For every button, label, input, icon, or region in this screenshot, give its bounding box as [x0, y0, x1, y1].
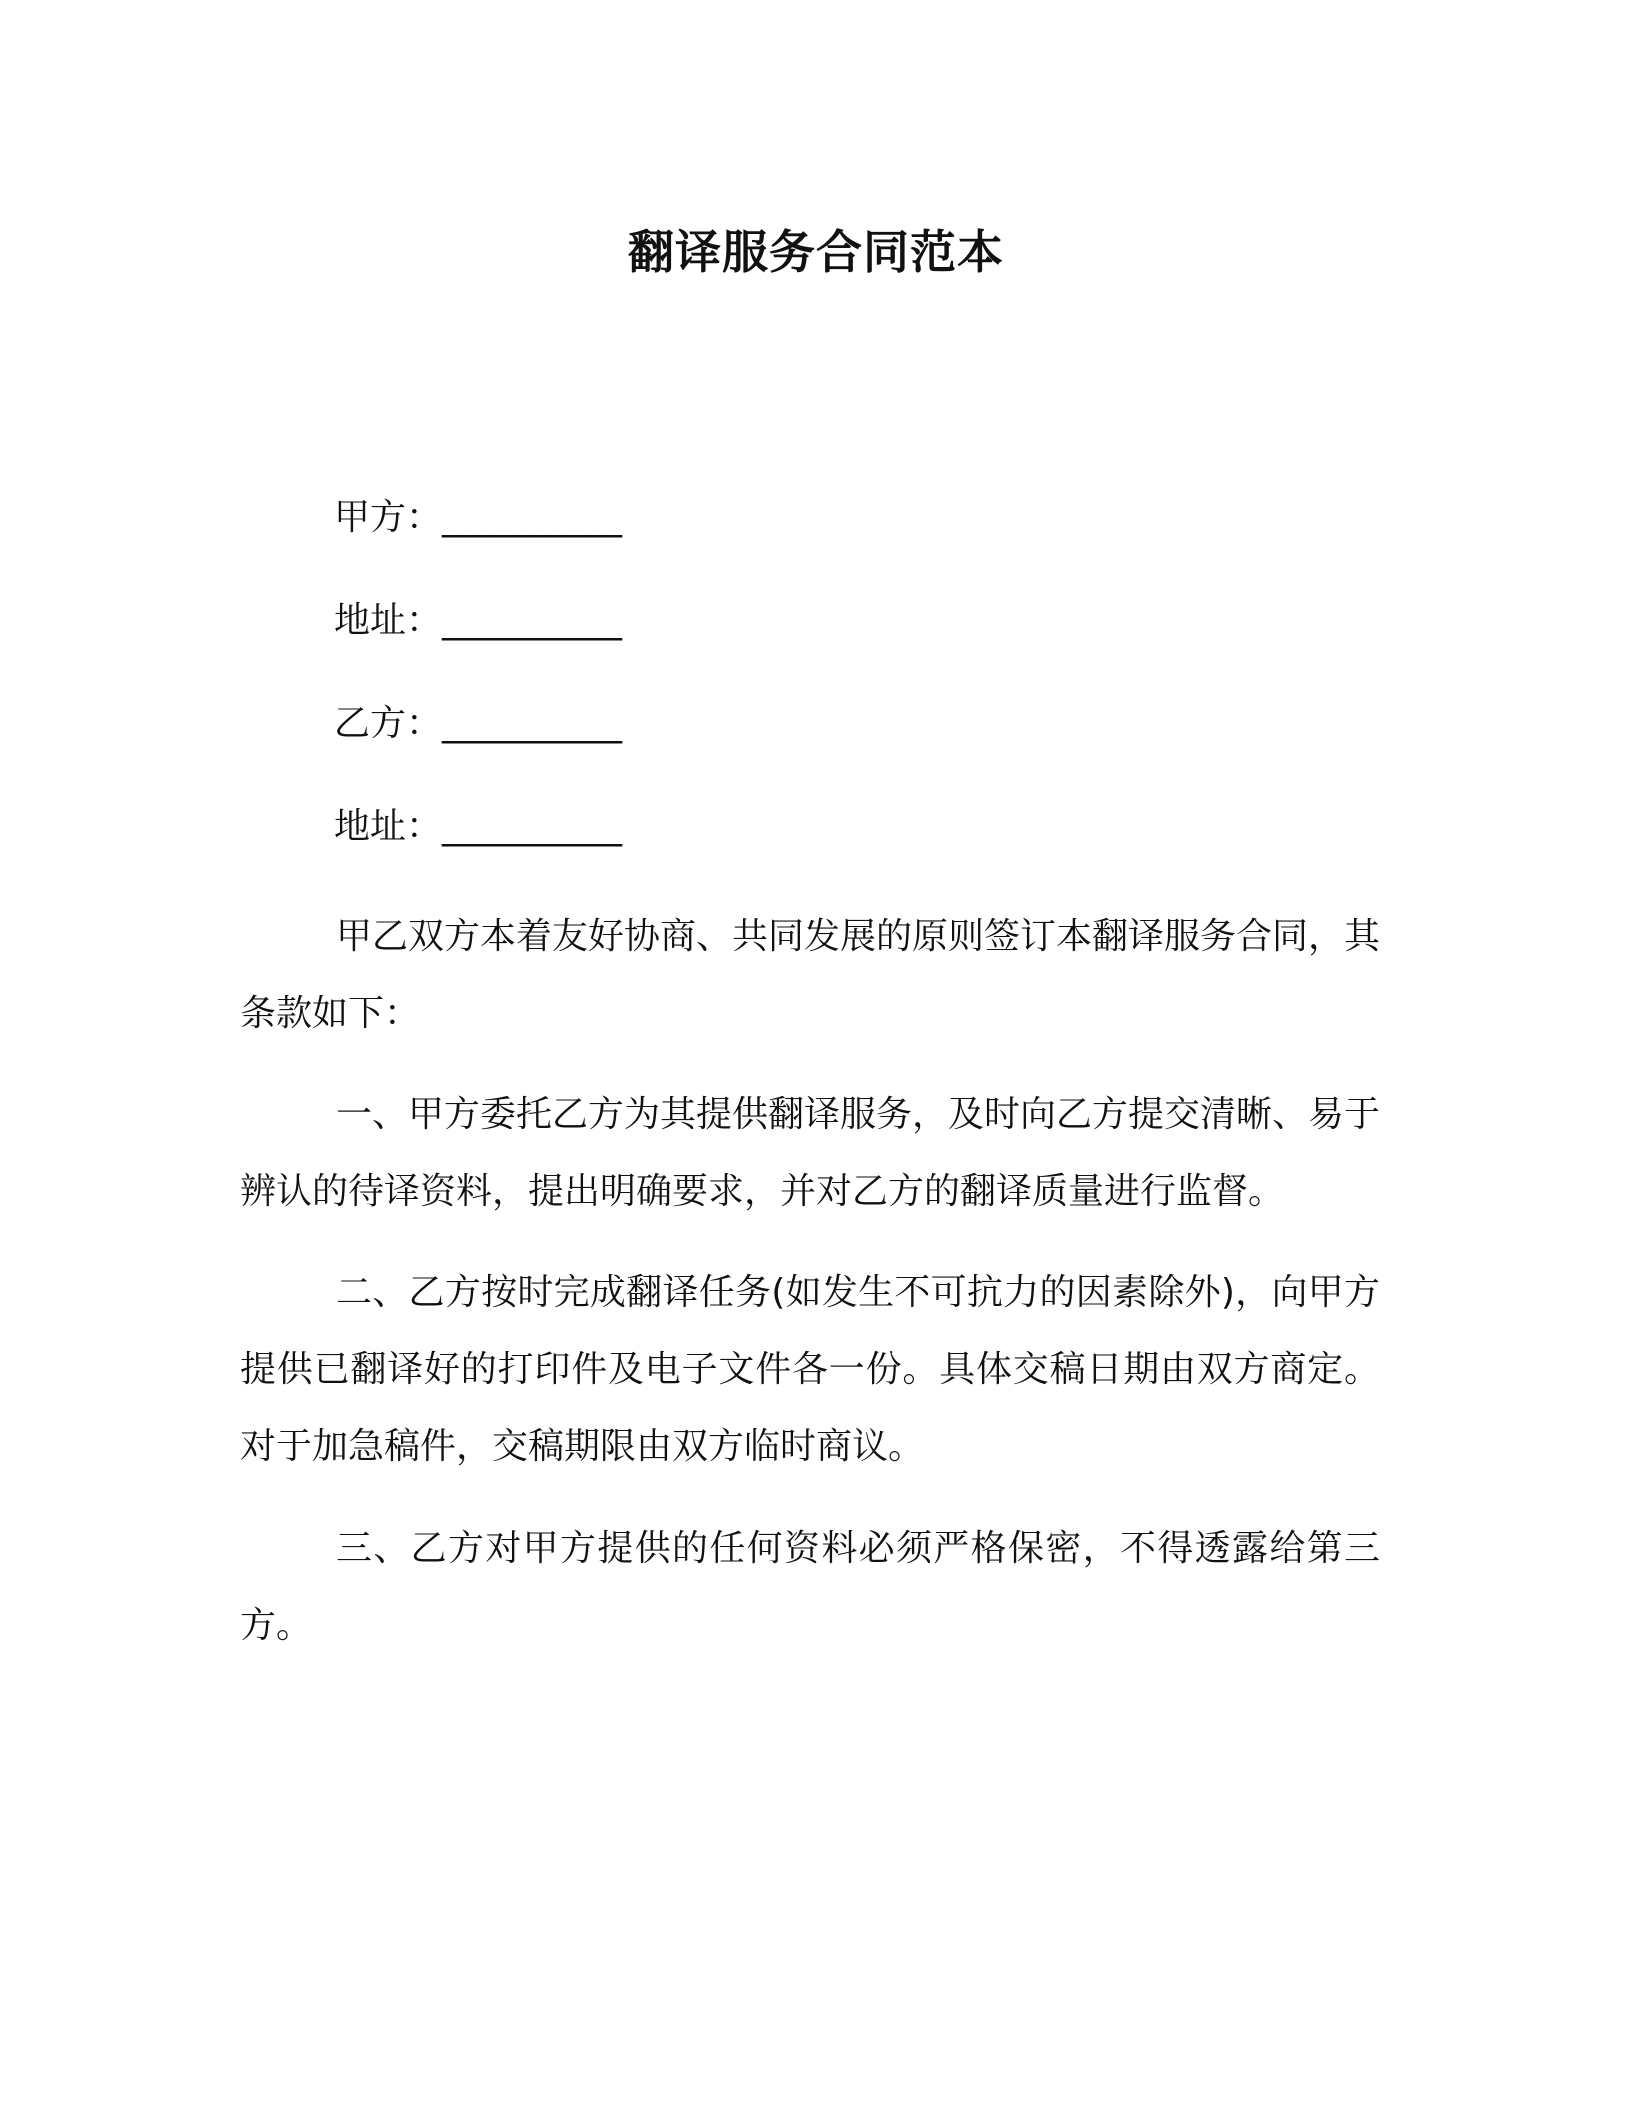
party-a-address-field [334, 596, 622, 646]
party-a-field [334, 493, 622, 543]
party-b-blank: __________ [442, 703, 623, 744]
party-b-address-field [334, 802, 622, 852]
party-b-field [334, 699, 622, 749]
party-a-label: 甲方： [334, 497, 443, 538]
clause-1-paragraph: 一、甲方委托乙方为其提供翻译服务，及时向乙方提交清晰、易于辨认的待译资料，提出明确要求，并对乙方的翻译质量进行监督。 [240, 1094, 1381, 1212]
clause-3-paragraph: 三、乙方对甲方提供的任何资料必须严格保密，不得透露给第三方。 [240, 1528, 1380, 1646]
party-b-label: 乙方： [334, 703, 443, 744]
document-title: 翻译服务合同范本 [628, 225, 1004, 279]
clause-2-paragraph: 二、乙方按时完成翻译任务(如发生不可抗力的因素除外)，向甲方提供已翻译好的打印件及电子文件各一份。具体交稿日期由双方商定。对于加急稿件，交稿期限由双方临时商议。 [240, 1272, 1380, 1467]
party-b-address-blank: __________ [442, 806, 623, 847]
party-b-address-label: 地址： [334, 806, 443, 847]
party-a-address-label: 地址： [334, 600, 443, 641]
party-a-blank: __________ [442, 497, 623, 538]
party-a-address-blank: __________ [442, 600, 623, 641]
intro-paragraph: 甲乙双方本着友好协商、共同发展的原则签订本翻译服务合同，其条款如下： [240, 916, 1381, 1034]
